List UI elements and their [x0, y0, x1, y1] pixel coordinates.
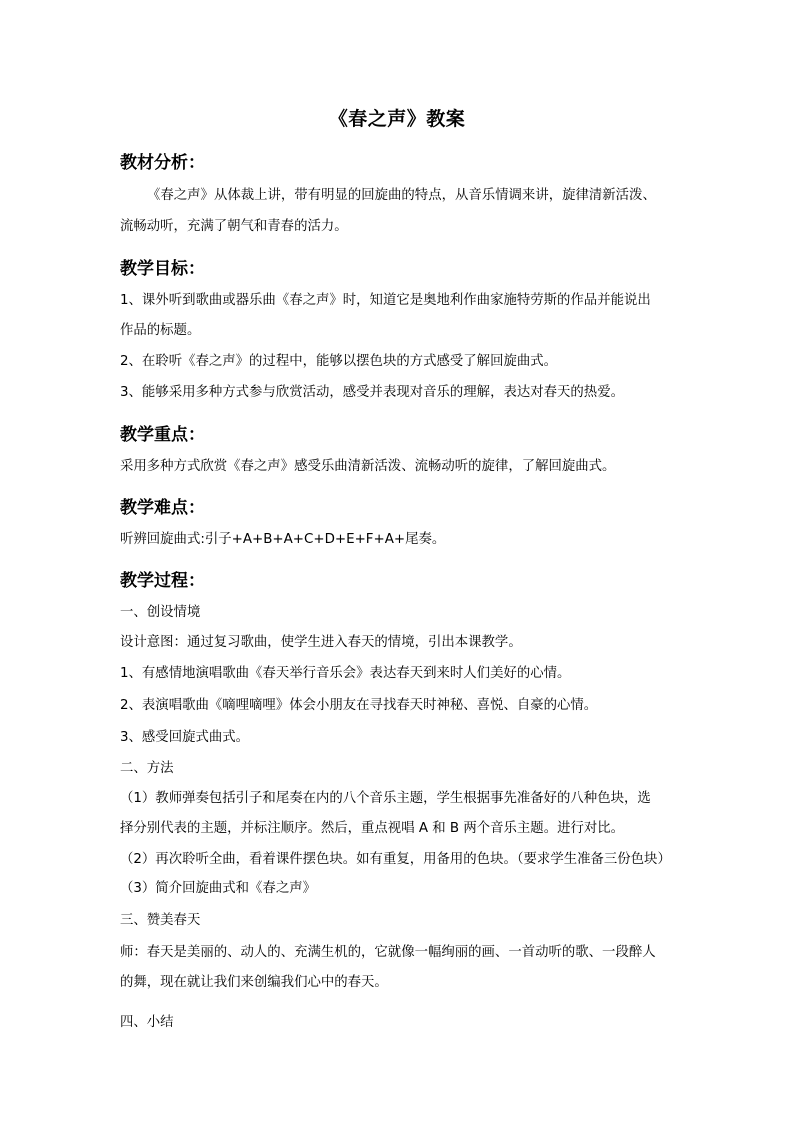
process-line-1: 一、创设情境: [120, 605, 201, 620]
process-line-6: 二、方法: [120, 761, 174, 776]
process-line-11: 三、赞美春天: [120, 913, 201, 928]
heading-process: 教学过程：: [120, 571, 205, 591]
process-line-14: 四、小结: [120, 1015, 174, 1030]
key-points-line-1: 采用多种方式欣赏《春之声》感受乐曲清新活泼、流畅动听的旋律，了解回旋曲式。: [120, 459, 616, 474]
process-line-5: 3、感受回旋式曲式。: [120, 730, 250, 745]
process-line-2: 设计意图：通过复习歌曲，使学生进入春天的情境，引出本课教学。: [120, 635, 522, 650]
heading-difficulties: 教学难点：: [120, 498, 205, 518]
goals-line-2: 作品的标题。: [120, 323, 201, 338]
process-line-12: 师：春天是美丽的、动人的、充满生机的，它就像一幅绚丽的画、一首动听的歌、一段醉人: [120, 945, 656, 960]
analysis-line-2: 流畅动听，充满了朝气和青春的活力。: [120, 219, 348, 234]
process-line-13: 的舞，现在就让我们来创编我们心中的春天。: [120, 975, 388, 990]
process-line-8: 择分别代表的主题，并标注顺序。然后，重点视唱 A 和 B 两个音乐主题。进行对比。: [120, 821, 625, 836]
heading-goals: 教学目标：: [120, 259, 205, 279]
process-line-4: 2、表演唱歌曲《嘀哩嘀哩》体会小朋友在寻找春天时神秘、喜悦、自豪的心情。: [120, 698, 598, 713]
document-title: 《春之声》教案: [328, 108, 466, 130]
heading-analysis: 教材分析：: [120, 153, 205, 173]
process-line-10: （3）简介回旋曲式和《春之声》: [120, 881, 316, 896]
process-line-7: （1）教师弹奏包括引子和尾奏在内的八个音乐主题，学生根据事先准备好的八种色块，选: [120, 791, 651, 806]
goals-line-1: 1、课外听到歌曲或器乐曲《春之声》时，知道它是奥地利作曲家施特劳斯的作品并能说出: [120, 293, 651, 308]
process-line-9: （2）再次聆听全曲，看着课件摆色块。如有重复，用备用的色块。（要求学生准备三份色块）: [120, 852, 671, 867]
analysis-line-1: 《春之声》从体裁上讲，带有明显的回旋曲的特点，从音乐情调来讲，旋律清新活泼、: [147, 188, 656, 203]
goals-line-4: 3、能够采用多种方式参与欣赏活动，感受并表现对音乐的理解，表达对春天的热爱。: [120, 385, 624, 400]
process-line-3: 1、有感情地演唱歌曲《春天举行音乐会》表达春天到来时人们美好的心情。: [120, 666, 571, 681]
heading-key-points: 教学重点：: [120, 425, 205, 445]
goals-line-3: 2、在聆听《春之声》的过程中，能够以摆色块的方式感受了解回旋曲式。: [120, 354, 558, 369]
difficulties-line-1: 听辨回旋曲式:引子+A+B+A+C+D+E+F+A+尾奏。: [120, 532, 446, 547]
